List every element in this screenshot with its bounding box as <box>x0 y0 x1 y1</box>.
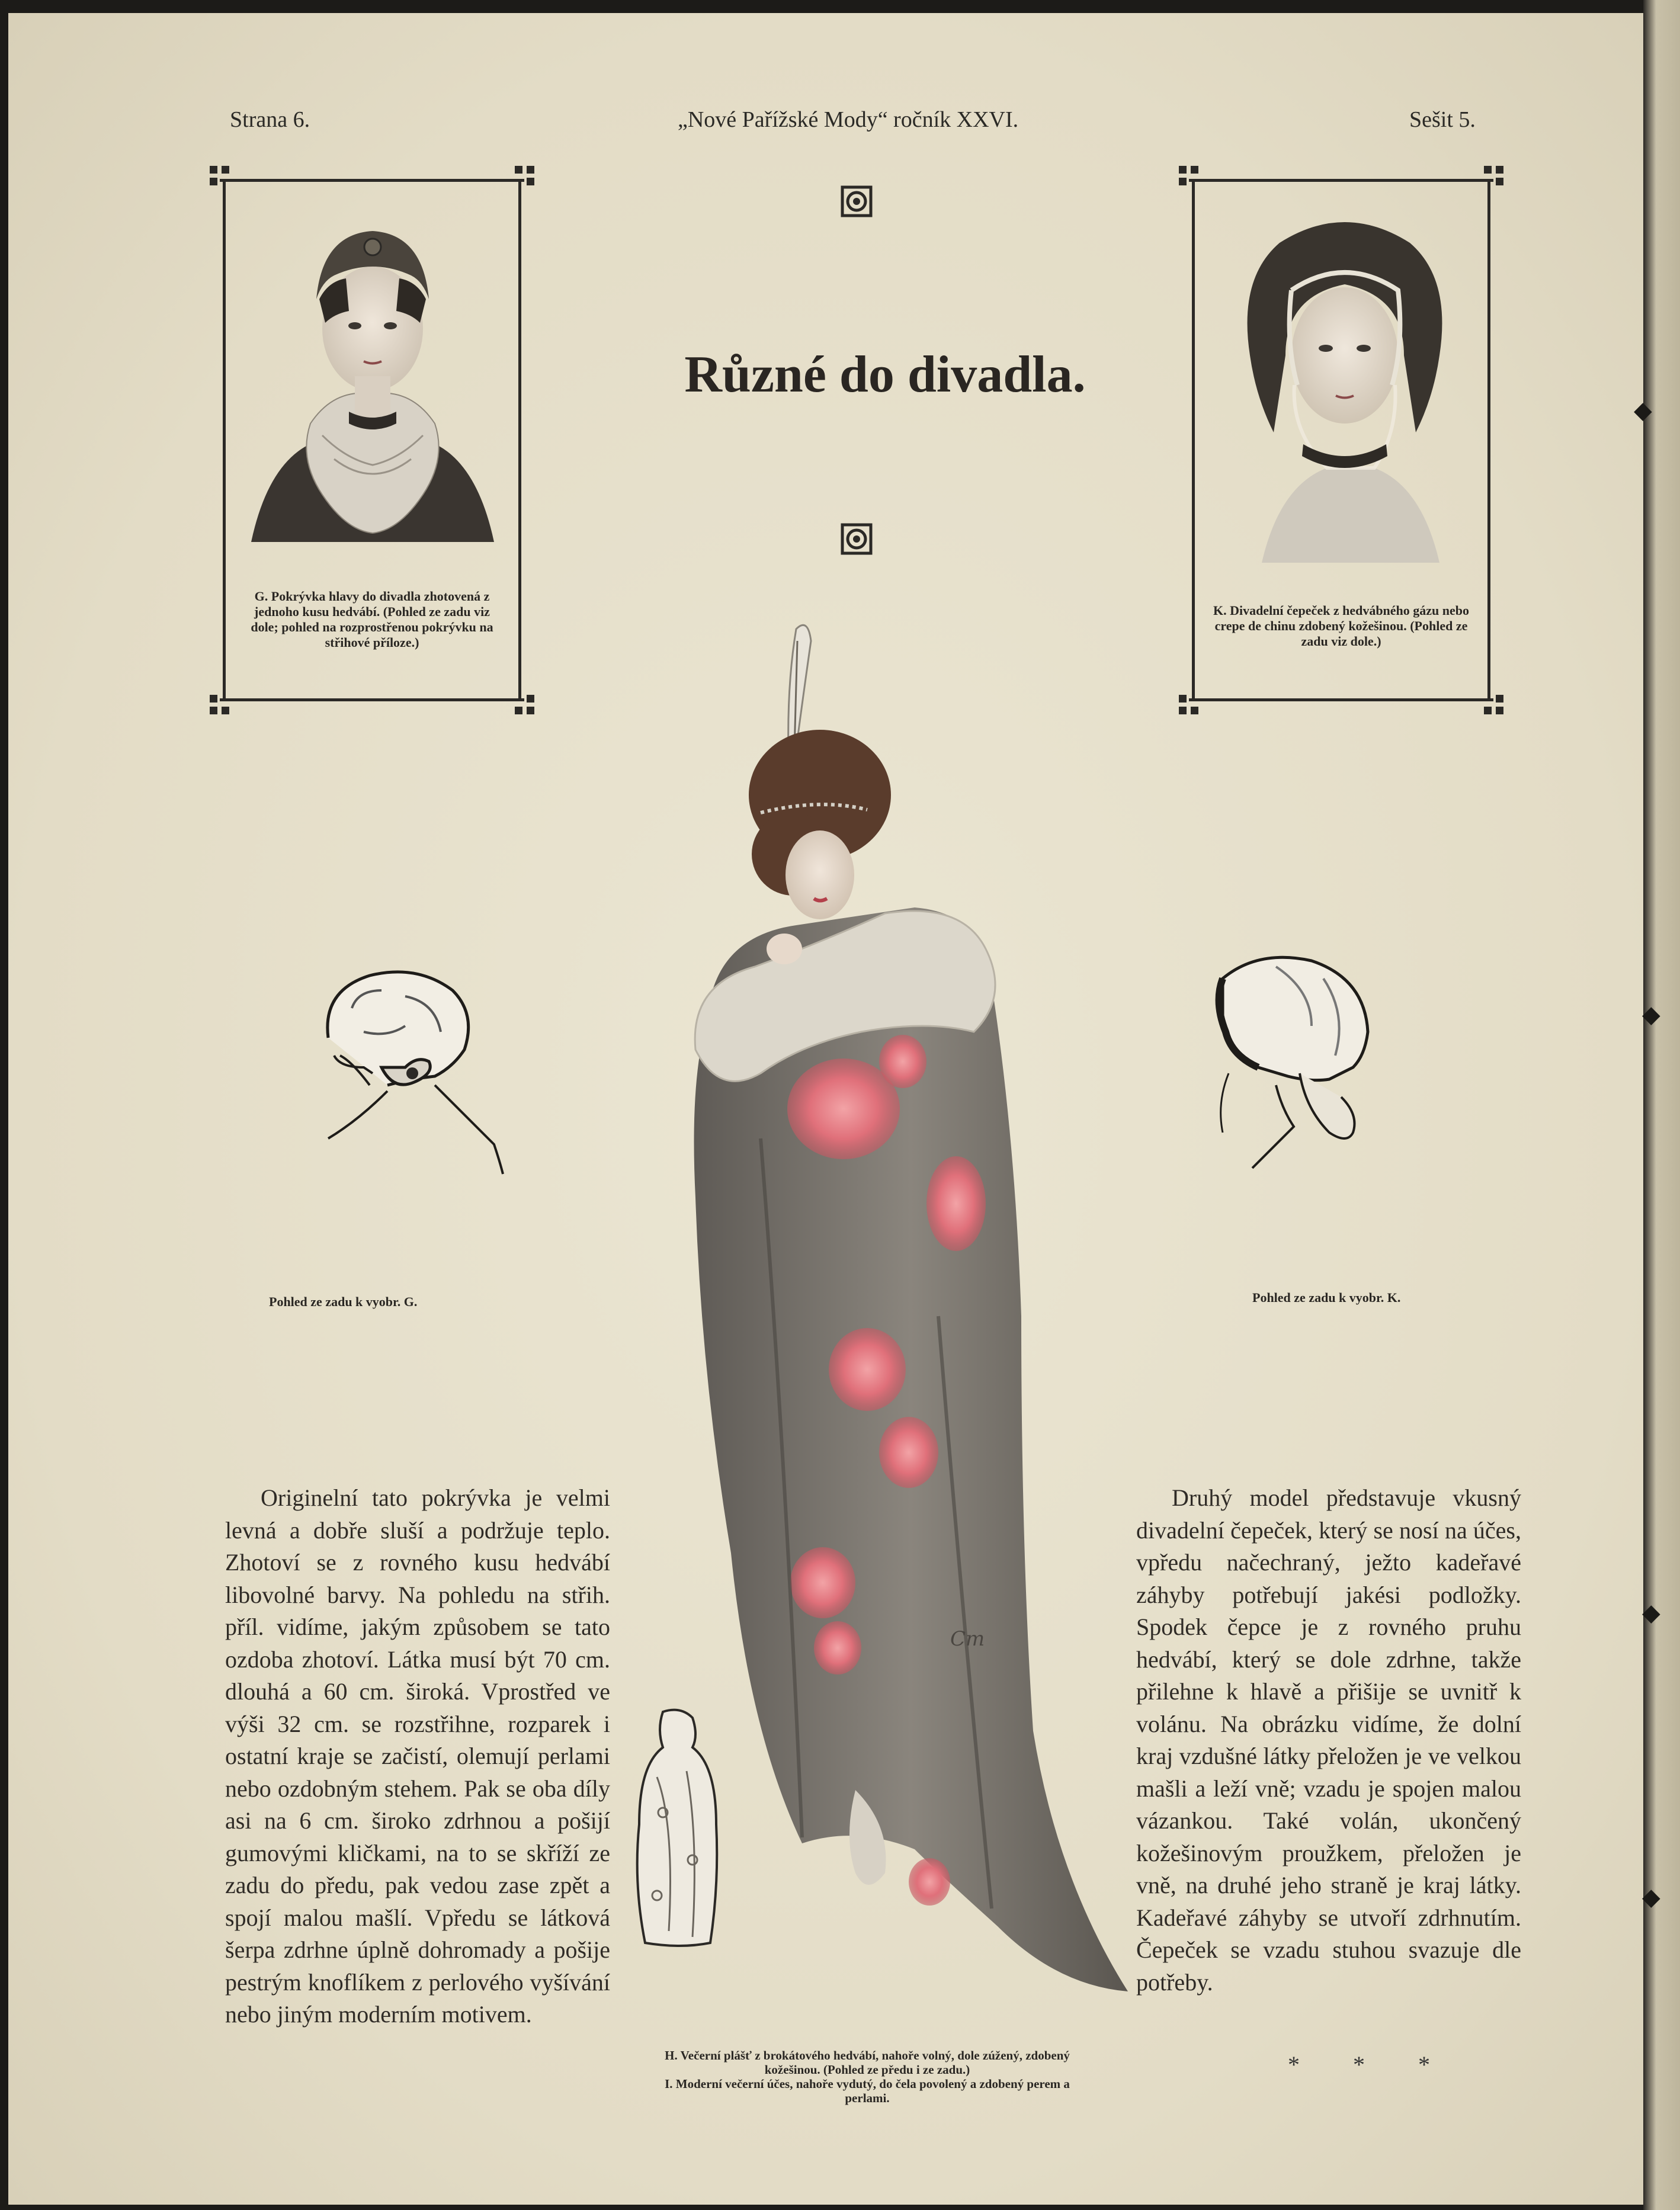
binding-mark-icon: ◆ <box>1642 1884 1660 1911</box>
figure-hi-caption <box>642 2048 1092 2105</box>
ornament-icon <box>841 524 872 554</box>
figure-g-frame <box>210 166 534 714</box>
article-text-left: Originelní tato pokrývka je velmi levná a dobře sluší a podržuje teplo. Zhotoví se z rovného kusu hedvábí libovolné barvy. Na pohledu na střih. příl. vidíme, jakým způsobem se tato ozdoba zhotoví. Látka musí být 70 cm. dlouhá a 60 cm. široká. Vprostřed ve výši 32 cm. se rozstřihne, rozparek i ostatní kraje se začistí, olemují perlami nebo ozdobným stehem. Pak se oba díly asi na 6 cm. široko zdrhnou a pošijí gumovými kličkami, na to se skříží ze zadu do předu, pak vedou zase zpět a spojí malou mašlí. Vpředu se látková šerpa zdrhne úplně dohromady a pošije pestrým knoflíkem z perlového vyšívání nebo jiným moderním motivem. <box>225 1484 610 2028</box>
figure-h-caption: H. Večerní plášť z brokátového hedvábí, nahoře volný, dole zúžený, zdobený kožešinou. (Pohled ze předu i ze zadu.) <box>665 2048 1070 2077</box>
end-mark: * * * <box>1288 2051 1454 2078</box>
publication-title: „Nové Pařížské Mody“ ročník XXVI. <box>678 107 1019 132</box>
article-title: Různé do divadla. <box>684 346 1086 403</box>
figure-k-frame <box>1179 166 1503 714</box>
page-number: Strana 6. <box>230 107 310 132</box>
cloak-back-view-sketch <box>621 1706 728 1955</box>
back-view-g-sketch <box>316 967 506 1204</box>
back-view-k-sketch <box>1211 955 1389 1192</box>
back-view-g-caption: Pohled ze zadu k vyobr. G. <box>269 1294 418 1309</box>
page-edge <box>1643 0 1680 2210</box>
binding-mark-icon: ◆ <box>1642 1599 1660 1627</box>
figure-i-caption: I. Moderní večerní účes, nahoře vydutý, do čela povolený a zdobený perem a perlami. <box>665 2077 1070 2105</box>
back-view-k-caption: Pohled ze zadu k vyobr. K. <box>1252 1290 1401 1305</box>
ornament-icon <box>841 186 872 217</box>
binding-mark-icon: ◆ <box>1634 397 1652 424</box>
artist-signature: Cm <box>950 1627 985 1651</box>
portrait-g-image <box>245 210 500 548</box>
magazine-page <box>8 13 1643 2205</box>
article-text-right: Druhý model představuje vkusný divadelní čepeček, který se nosí na účes, vpředu načechraný, ježto kadeřavé záhyby potřebují jakési podložky. Spodek čepce je z rovného pruhu hedvábí, který se dole zdrhne, takže přilehne k hlavě a přišije se uvnitř k volánu. Na obrázku vidíme, že dolní kraj vzdušné látky přeložen je ve velkou mašli a leží vně; vzadu je spojen malou vázankou. Také volán, ukončený kožešinovým proužkem, přeložen je vně, na druhé jeho straně je kraj látky. Kadeřavé záhyby se utvoří zdrhnutím. Čepeček se vzadu stuhou svazuje dle potřeby. <box>1136 1484 1521 1996</box>
issue-number: Sešit 5. <box>1409 107 1476 132</box>
figure-g-caption: G. Pokrývka hlavy do divadla zhotovená z jednoho kusu hedvábí. (Pohled ze zadu viz dole; pohled na rozprostřenou pokrývku na střihové příloze.) <box>251 589 493 650</box>
portrait-k-image <box>1226 207 1463 563</box>
binding-mark-icon: ◆ <box>1642 1001 1660 1028</box>
figure-k-caption: K. Divadelní čepeček z hedvábného gázu nebo crepe de chinu zdobený kožešinou. (Pohled ze zadu viz dole.) <box>1213 603 1470 649</box>
